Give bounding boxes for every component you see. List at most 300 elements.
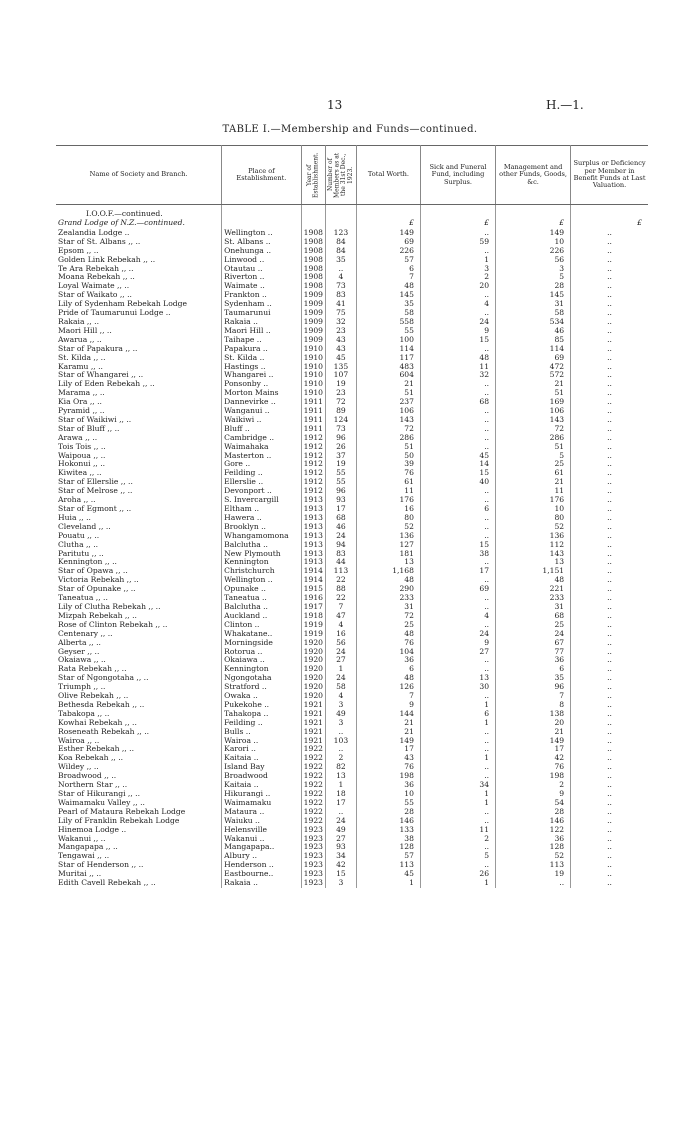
cell-worth: 21 — [356, 719, 420, 728]
cell-name: Tengawai ,, .. — [56, 852, 222, 861]
table-row — [56, 567, 648, 576]
cell-name: Wakanui ,, .. — [56, 835, 222, 844]
cell-worth: 57 — [356, 852, 420, 861]
table-row — [56, 327, 648, 336]
cell-year: 1908 — [301, 273, 325, 282]
cell-sick: 1 — [420, 879, 495, 888]
cell-surplus: .. — [607, 522, 612, 531]
cell-name: Waipoua ,, .. — [56, 452, 222, 461]
cell-members: 27 — [325, 656, 356, 665]
cell-name: Zealandia Lodge .. — [56, 229, 222, 238]
cell-worth: 136 — [356, 532, 420, 541]
table-row — [56, 318, 648, 327]
cell-place: Mangapapa.. — [222, 843, 302, 852]
table-row — [56, 416, 648, 425]
cell-year: 1910 — [301, 345, 325, 354]
cell-management: .. — [496, 879, 571, 888]
cell-name: Pearl of Mataura Rebekah Lodge — [56, 808, 222, 817]
cell-sick: .. — [420, 291, 495, 300]
table-row — [56, 345, 648, 354]
cell-place: Waimahaka — [222, 443, 302, 452]
cell-place: Linwood .. — [222, 256, 302, 265]
cell-management: 128 — [496, 843, 571, 852]
cell-year: 1908 — [301, 265, 325, 274]
cell-surplus: .. — [607, 781, 612, 790]
table-row — [56, 371, 648, 380]
cell-surplus: .. — [607, 870, 612, 879]
cell-place: Okaiawa .. — [222, 656, 302, 665]
cell-year: 1912 — [301, 460, 325, 469]
cell-surplus: .. — [607, 638, 612, 647]
cell-members: 19 — [325, 460, 356, 469]
cell-worth: 55 — [356, 799, 420, 808]
col-header-place: Place of Establishment. — [222, 146, 302, 205]
cell-worth: 6 — [356, 665, 420, 674]
cell-year: 1921 — [301, 737, 325, 746]
cell-management: 35 — [496, 674, 571, 683]
table-row — [56, 460, 648, 469]
cell-worth: 51 — [356, 443, 420, 452]
cell-worth: 21 — [356, 728, 420, 737]
cell-worth: 126 — [356, 683, 420, 692]
cell-year: 1922 — [301, 754, 325, 763]
cell-year: 1923 — [301, 861, 325, 870]
cell-management: 534 — [496, 318, 571, 327]
table-row — [56, 728, 648, 737]
cell-management: 10 — [496, 505, 571, 514]
table-row — [56, 745, 648, 754]
cell-name: Alberta ,, .. — [56, 639, 222, 648]
cell-worth: 48 — [356, 576, 420, 585]
cell-management: 52 — [496, 523, 571, 532]
cell-place: Feilding .. — [222, 719, 302, 728]
cell-sick: 26 — [420, 870, 495, 879]
cell-year: 1910 — [301, 371, 325, 380]
cell-name: Broadwood ,, .. — [56, 772, 222, 781]
cell-members: 24 — [325, 674, 356, 683]
cell-management: 67 — [496, 639, 571, 648]
cell-management: 286 — [496, 434, 571, 443]
cell-worth: 233 — [356, 594, 420, 603]
cell-name: Pyramid ,, .. — [56, 407, 222, 416]
cell-year: 1913 — [301, 505, 325, 514]
cell-worth: 25 — [356, 621, 420, 630]
cell-name: Lily of Eden Rebekah ,, .. — [56, 380, 222, 389]
cell-year: 1920 — [301, 648, 325, 657]
cell-management: 56 — [496, 256, 571, 265]
cell-surplus: .. — [607, 255, 612, 264]
cell-surplus: .. — [607, 300, 612, 309]
cell-management: 80 — [496, 514, 571, 523]
cell-place: Wellington .. — [222, 576, 302, 585]
cell-sick: 6 — [420, 505, 495, 514]
cell-surplus: .. — [607, 505, 612, 513]
cell-management: 5 — [496, 273, 571, 282]
cell-name: Star of St. Albans ,, .. — [56, 238, 222, 247]
cell-management: 6 — [496, 665, 571, 674]
cell-surplus: .. — [607, 380, 612, 389]
cell-members: .. — [325, 728, 356, 737]
table-row — [56, 870, 648, 879]
cell-members: 83 — [325, 550, 356, 559]
cell-members: 83 — [325, 291, 356, 300]
cell-sick: 30 — [420, 683, 495, 692]
cell-sick: 6 — [420, 710, 495, 719]
cell-sick: 3 — [420, 265, 495, 274]
cell-surplus: .. — [607, 576, 612, 585]
cell-members: 2 — [325, 754, 356, 763]
cell-worth: 558 — [356, 318, 420, 327]
cell-management: 143 — [496, 550, 571, 559]
cell-year: 1913 — [301, 550, 325, 559]
cell-worth: 113 — [356, 861, 420, 870]
cell-sick: .. — [420, 380, 495, 389]
cell-members: 84 — [325, 247, 356, 256]
cell-place: Waiuku .. — [222, 817, 302, 826]
cell-surplus: .. — [607, 807, 612, 816]
cell-management: 3 — [496, 265, 571, 274]
cell-worth: 43 — [356, 754, 420, 763]
cell-name: Rose of Clinton Rebekah ,, .. — [56, 621, 222, 630]
cell-year: 1910 — [301, 380, 325, 389]
cell-sick: .. — [420, 229, 495, 238]
cell-surplus: .. — [607, 442, 612, 451]
cell-management: 472 — [496, 363, 571, 372]
cell-members: 24 — [325, 817, 356, 826]
table-row — [56, 452, 648, 461]
cell-surplus: .. — [607, 496, 612, 505]
cell-year: 1923 — [301, 879, 325, 888]
table-row — [56, 478, 648, 487]
table-row — [56, 843, 648, 852]
cell-place: Waimate .. — [222, 282, 302, 291]
cell-year: 1922 — [301, 781, 325, 790]
cell-name: Star of Henderson ,, .. — [56, 861, 222, 870]
cell-surplus: .. — [607, 460, 612, 469]
cell-place: Broadwood — [222, 772, 302, 781]
cell-worth: 127 — [356, 541, 420, 550]
table-row — [56, 389, 648, 398]
cell-worth: 604 — [356, 371, 420, 380]
cell-year: 1920 — [301, 692, 325, 701]
cell-sick: 48 — [420, 354, 495, 363]
cell-members: 124 — [325, 416, 356, 425]
table-row — [56, 852, 648, 861]
cell-management: 106 — [496, 407, 571, 416]
cell-management: 77 — [496, 648, 571, 657]
cell-worth: 61 — [356, 478, 420, 487]
cell-members: 4 — [325, 692, 356, 701]
cell-members: 45 — [325, 354, 356, 363]
cell-worth: 72 — [356, 425, 420, 434]
cell-surplus: .. — [607, 620, 612, 629]
cell-surplus: .. — [607, 798, 612, 807]
table-header-row — [56, 146, 648, 205]
cell-worth: 55 — [356, 327, 420, 336]
cell-sick: .. — [420, 763, 495, 772]
cell-members: .. — [325, 265, 356, 274]
cell-management: 136 — [496, 532, 571, 541]
col-header-name: Name of Society and Branch. — [56, 146, 222, 205]
cell-year: 1922 — [301, 817, 325, 826]
cell-management: 146 — [496, 817, 571, 826]
cell-worth: 106 — [356, 407, 420, 416]
table-row — [56, 247, 648, 256]
cell-sick: 15 — [420, 336, 495, 345]
unit-surplus: £ — [637, 218, 642, 227]
cell-place: Whangarei .. — [222, 371, 302, 380]
cell-members: 43 — [325, 345, 356, 354]
cell-place: Rakaia .. — [222, 879, 302, 888]
cell-sick: .. — [420, 665, 495, 674]
cell-sick: .. — [420, 425, 495, 434]
cell-sick: 1 — [420, 701, 495, 710]
cell-worth: 7 — [356, 273, 420, 282]
cell-sick: 11 — [420, 826, 495, 835]
cell-management: 51 — [496, 443, 571, 452]
cell-name: Aroha ,, .. — [56, 496, 222, 505]
page-header — [0, 98, 700, 114]
cell-management: 226 — [496, 247, 571, 256]
cell-worth: 290 — [356, 585, 420, 594]
cell-year: 1920 — [301, 656, 325, 665]
cell-management: 5 — [496, 452, 571, 461]
cell-management: 28 — [496, 282, 571, 291]
cell-name: Lily of Sydenham Rebekah Lodge — [56, 300, 222, 309]
cell-worth: 57 — [356, 256, 420, 265]
cell-year: 1909 — [301, 300, 325, 309]
cell-year: 1909 — [301, 336, 325, 345]
cell-surplus: .. — [607, 549, 612, 558]
cell-sick: .. — [420, 407, 495, 416]
cell-name: Arawa ,, .. — [56, 434, 222, 443]
cell-surplus: .. — [607, 273, 612, 282]
cell-sick: .. — [420, 843, 495, 852]
cell-members: 49 — [325, 710, 356, 719]
cell-worth: 31 — [356, 603, 420, 612]
cell-surplus: .. — [607, 469, 612, 478]
cell-year: 1908 — [301, 247, 325, 256]
cell-year: 1911 — [301, 416, 325, 425]
cell-management: 42 — [496, 754, 571, 763]
cell-name: Okaiawa ,, .. — [56, 656, 222, 665]
cell-members: 16 — [325, 630, 356, 639]
cell-surplus: .. — [607, 371, 612, 380]
cell-year: 1919 — [301, 621, 325, 630]
table-row — [56, 621, 648, 630]
cell-worth: 146 — [356, 817, 420, 826]
cell-surplus: .. — [607, 344, 612, 353]
cell-members: 103 — [325, 737, 356, 746]
cell-worth: 76 — [356, 763, 420, 772]
cell-management: 28 — [496, 808, 571, 817]
cell-place: Pukekohe .. — [222, 701, 302, 710]
cell-surplus: .. — [607, 772, 612, 781]
cell-management: 572 — [496, 371, 571, 380]
cell-worth: 483 — [356, 363, 420, 372]
cell-worth: 145 — [356, 291, 420, 300]
cell-name: Bethesda Rebekah ,, .. — [56, 701, 222, 710]
cell-worth: 48 — [356, 674, 420, 683]
cell-management: 149 — [496, 229, 571, 238]
unit-management: £ — [496, 219, 571, 229]
cell-worth: 28 — [356, 808, 420, 817]
cell-management: 113 — [496, 861, 571, 870]
cell-sick: 1 — [420, 754, 495, 763]
cell-sick: .. — [420, 514, 495, 523]
cell-members: 13 — [325, 772, 356, 781]
cell-surplus: .. — [607, 709, 612, 718]
cell-members: 73 — [325, 282, 356, 291]
col-header-surplus: Surplus or Deficiency per Member in Benefit Funds at Last Valuation. — [571, 146, 648, 205]
cell-year: 1917 — [301, 603, 325, 612]
cell-management: 112 — [496, 541, 571, 550]
cell-sick: 38 — [420, 550, 495, 559]
table-row — [56, 603, 648, 612]
cell-worth: 1 — [356, 879, 420, 888]
cell-place: Bulls .. — [222, 728, 302, 737]
cell-surplus: .. — [607, 611, 612, 620]
cell-name: Star of Bluff ,, .. — [56, 425, 222, 434]
cell-place: Kaitaia .. — [222, 781, 302, 790]
table-row — [56, 550, 648, 559]
table-row — [56, 256, 648, 265]
cell-surplus: .. — [607, 700, 612, 709]
table-row — [56, 496, 648, 505]
cell-worth: 149 — [356, 737, 420, 746]
cell-year: 1909 — [301, 309, 325, 318]
cell-surplus: .. — [607, 736, 612, 745]
cell-members: 32 — [325, 318, 356, 327]
cell-worth: 104 — [356, 648, 420, 657]
cell-surplus: .. — [607, 353, 612, 362]
cell-year: 1923 — [301, 826, 325, 835]
cell-members: 93 — [325, 496, 356, 505]
cell-surplus: .. — [607, 656, 612, 665]
cell-place: Devonport .. — [222, 487, 302, 496]
cell-members: 22 — [325, 594, 356, 603]
cell-year: 1921 — [301, 728, 325, 737]
cell-surplus: .. — [607, 531, 612, 540]
cell-place: Riverton .. — [222, 273, 302, 282]
table-row — [56, 229, 648, 238]
cell-members: 58 — [325, 683, 356, 692]
cell-members: 34 — [325, 852, 356, 861]
cell-management: 169 — [496, 398, 571, 407]
cell-members: 17 — [325, 505, 356, 514]
cell-year: 1913 — [301, 496, 325, 505]
cell-worth: 11 — [356, 487, 420, 496]
cell-members: 35 — [325, 256, 356, 265]
cell-sick: 15 — [420, 469, 495, 478]
cell-worth: 16 — [356, 505, 420, 514]
cell-surplus: .. — [607, 478, 612, 487]
cell-sick: 1 — [420, 256, 495, 265]
cell-sick: 9 — [420, 327, 495, 336]
cell-name: Star of Ellerslie ,, .. — [56, 478, 222, 487]
cell-year: 1913 — [301, 514, 325, 523]
cell-management: 54 — [496, 799, 571, 808]
cell-surplus: .. — [607, 602, 612, 611]
cell-management: 10 — [496, 238, 571, 247]
table-row — [56, 238, 648, 247]
page-reference: H.—1. — [546, 98, 584, 112]
cell-members: 84 — [325, 238, 356, 247]
cell-place: Brooklyn .. — [222, 523, 302, 532]
group-heading: I.O.O.F.—continued. — [56, 210, 222, 219]
cell-place: Rotorua .. — [222, 648, 302, 657]
cell-year: 1919 — [301, 630, 325, 639]
cell-year: 1908 — [301, 238, 325, 247]
cell-year: 1910 — [301, 389, 325, 398]
cell-sick: 24 — [420, 318, 495, 327]
cell-name: Loyal Waimate ,, .. — [56, 282, 222, 291]
cell-name: Cleveland ,, .. — [56, 523, 222, 532]
cell-place: Tahakopa .. — [222, 710, 302, 719]
table-row — [56, 309, 648, 318]
cell-members: 88 — [325, 585, 356, 594]
cell-sick: .. — [420, 496, 495, 505]
cell-place: Hikurangi .. — [222, 790, 302, 799]
table-row — [56, 380, 648, 389]
cell-surplus: .. — [607, 674, 612, 683]
cell-surplus: .. — [607, 727, 612, 736]
cell-name: Awarua ,, .. — [56, 336, 222, 345]
cell-members: 89 — [325, 407, 356, 416]
cell-name: Tabakopa ,, .. — [56, 710, 222, 719]
col-header-year: Year of Establishment. — [301, 146, 325, 205]
cell-worth: 36 — [356, 656, 420, 665]
cell-name: Te Ara Rebekah ,, .. — [56, 265, 222, 274]
cell-surplus: .. — [607, 763, 612, 772]
cell-year: 1921 — [301, 719, 325, 728]
cell-surplus: .. — [607, 629, 612, 638]
cell-members: 93 — [325, 843, 356, 852]
cell-year: 1912 — [301, 434, 325, 443]
cell-management: 176 — [496, 496, 571, 505]
cell-worth: 9 — [356, 701, 420, 710]
cell-place: Hawera .. — [222, 514, 302, 523]
table-row — [56, 772, 648, 781]
table-row — [56, 799, 648, 808]
cell-management: 138 — [496, 710, 571, 719]
cell-year: 1910 — [301, 363, 325, 372]
table-row — [56, 514, 648, 523]
table-row — [56, 879, 648, 888]
cell-year: 1920 — [301, 665, 325, 674]
cell-surplus: .. — [607, 362, 612, 371]
cell-surplus: .. — [607, 861, 612, 870]
cell-sick: .. — [420, 745, 495, 754]
table-row — [56, 300, 648, 309]
cell-place: Opunake .. — [222, 585, 302, 594]
subgroup-heading-row — [56, 219, 648, 229]
cell-name: Star of Egmont ,, .. — [56, 505, 222, 514]
cell-members: 37 — [325, 452, 356, 461]
cell-name: Star of Opawa ,, .. — [56, 567, 222, 576]
cell-sick: 4 — [420, 300, 495, 309]
membership-table — [56, 145, 648, 888]
cell-members: 23 — [325, 389, 356, 398]
table-row — [56, 443, 648, 452]
cell-year: 1912 — [301, 478, 325, 487]
cell-members: 17 — [325, 799, 356, 808]
cell-name: Geyser ,, .. — [56, 648, 222, 657]
cell-year: 1908 — [301, 282, 325, 291]
cell-name: Maori Hill ,, .. — [56, 327, 222, 336]
cell-worth: 45 — [356, 870, 420, 879]
table-row — [56, 817, 648, 826]
